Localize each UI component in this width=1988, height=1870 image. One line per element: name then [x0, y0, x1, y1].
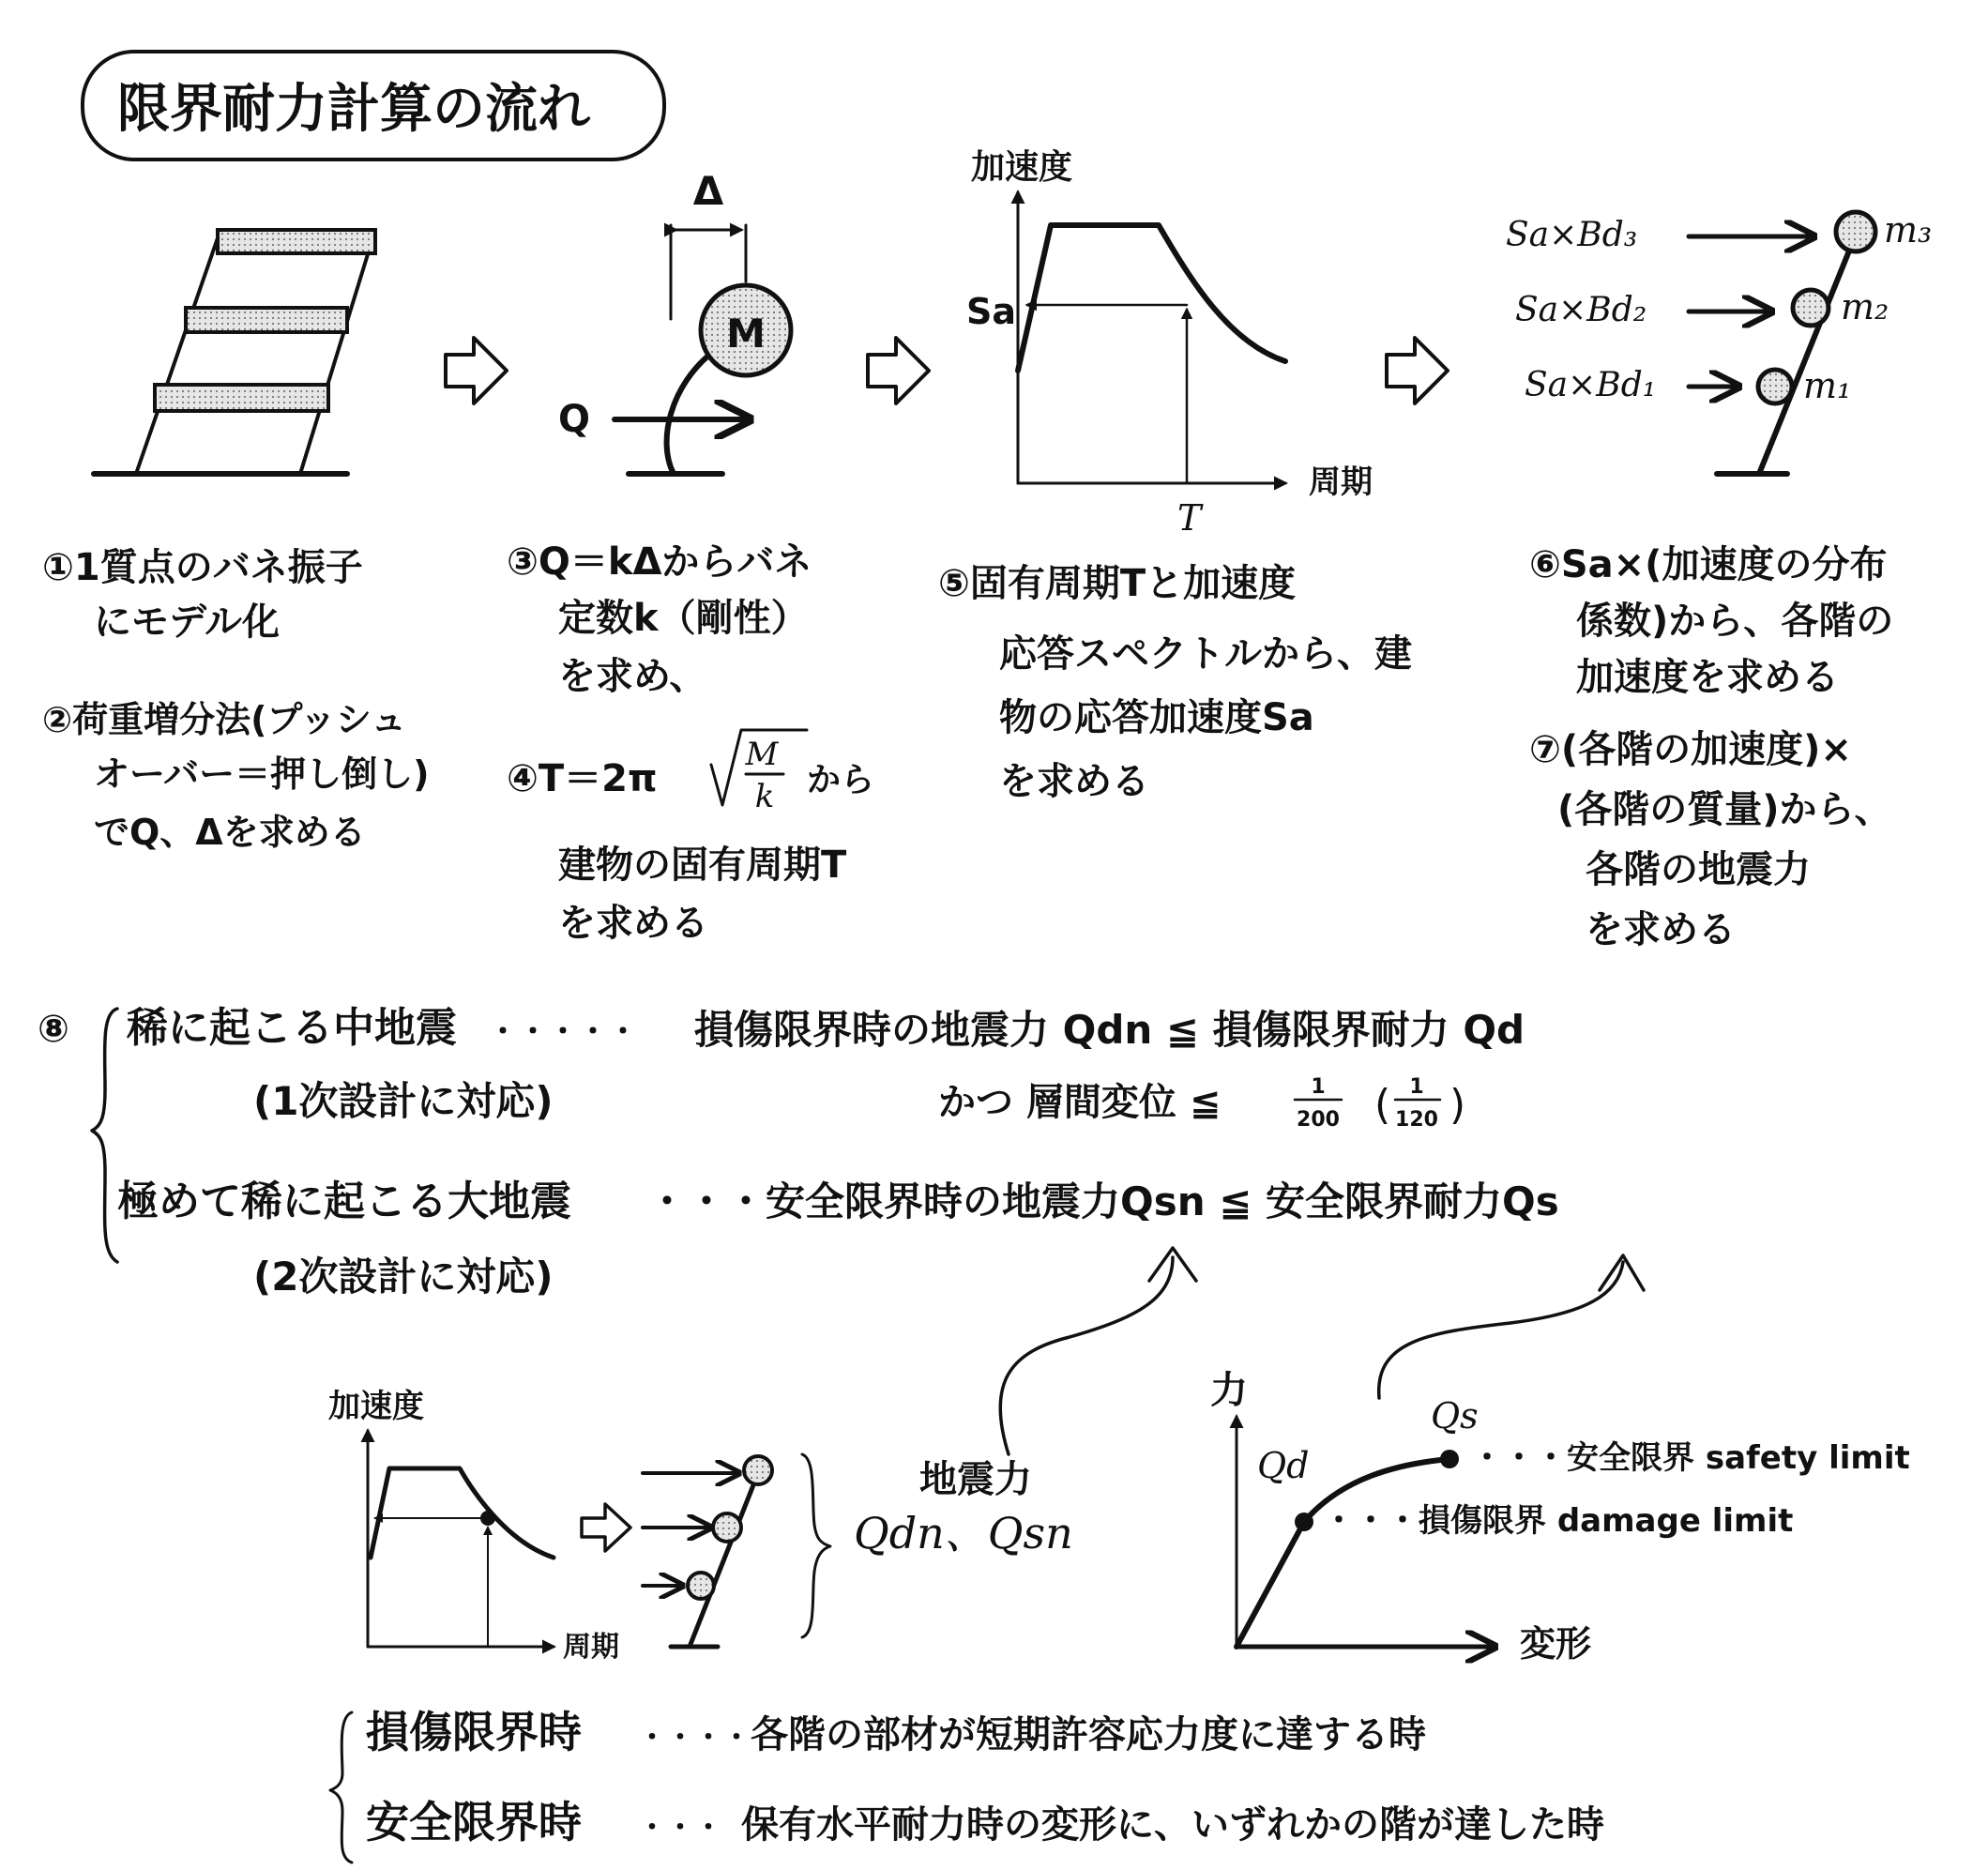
mass-m3-label: m₃: [1884, 209, 1933, 251]
step-8-row1-sub: (1次設計に対応): [253, 1078, 554, 1124]
seismic-force-values: Qdn、Qsn: [854, 1508, 1073, 1558]
mass-node-2: [1793, 290, 1829, 326]
step-4-frac-num: M: [745, 736, 779, 773]
spectrum-curve: [1018, 225, 1285, 371]
load-label-3: Sa×Bd₃: [1506, 216, 1638, 254]
mass-m1-label: m₁: [1803, 365, 1852, 406]
step-5: [938, 562, 1412, 803]
step-5-line-2: 応答スペクトルから、建: [999, 632, 1412, 676]
step-8-row2-left: 極めて稀に起こる大地震: [117, 1178, 571, 1225]
deform-xlabel: 変形: [1520, 1623, 1592, 1665]
process-arrow: [1387, 338, 1448, 403]
step-3-line-1: ③Q＝kΔからバネ: [507, 540, 812, 584]
force-deformation-graph: [1210, 1255, 1910, 1665]
sa-label: Sa: [966, 291, 1017, 332]
step-8-row1-right: 損傷限界時の地震力 Qdn ≦ 損傷限界耐力 Qd: [694, 1007, 1525, 1053]
force-ylabel: 力: [1210, 1369, 1248, 1412]
process-arrow: [868, 338, 929, 403]
paren-open: (: [1374, 1081, 1391, 1129]
load-label-1: Sa×Bd₁: [1525, 366, 1657, 404]
qd-label: Qd: [1257, 1445, 1310, 1486]
drift-limit-2-den: 120: [1395, 1108, 1438, 1132]
step-3-line-3: を求め、: [558, 655, 707, 698]
spring-mass-figure: [558, 168, 791, 474]
safety-limit-point: [1440, 1450, 1459, 1468]
drift-limit-1-den: 200: [1297, 1108, 1340, 1132]
building-figure: [94, 230, 375, 474]
page-title: 限界耐力計算の流れ: [117, 79, 590, 140]
step-5-line-1: ⑤固有周期Tと加速度: [938, 562, 1297, 605]
step-8-number: ⑧: [38, 1008, 69, 1051]
step-4-frac-den: k: [754, 778, 775, 815]
step-8-row1-dots: ・・・・・: [488, 1013, 639, 1049]
step-6-line-2: 係数)から、各階の: [1576, 600, 1894, 643]
step-6-line-1: ⑥Sa×(加速度の分布: [1529, 543, 1888, 586]
bottom-spectrum-xlabel: 周期: [563, 1631, 619, 1664]
bottom-spectrum-chart: [328, 1388, 619, 1664]
mass-node-3: [1836, 212, 1875, 251]
drift-limit-1-num: 1: [1311, 1075, 1326, 1099]
seismic-force-label: [854, 1248, 1196, 1558]
multi-mass-figure: [1506, 209, 1932, 474]
step-7-line-4: を求める: [1586, 908, 1736, 951]
step-4-suffix: から: [807, 761, 875, 799]
step-2-line-1: ②荷重増分法(プッシュ: [42, 699, 407, 740]
definitions: [330, 1707, 1604, 1862]
damage-limit-label: ・・・損傷限界 damage limit: [1323, 1502, 1794, 1540]
step-8-row2-sub: (2次設計に対応): [253, 1254, 554, 1300]
drift-limit-2-num: 1: [1409, 1075, 1424, 1099]
step-7-line-3: 各階の地震力: [1586, 848, 1811, 891]
definition-2-term: 安全限界時: [366, 1797, 582, 1847]
step-1-line-1: ①1質点のバネ振子: [42, 546, 363, 589]
step-3-line-2: 定数k（剛性）: [558, 597, 809, 640]
qs-label: Qs: [1431, 1395, 1479, 1437]
mass-m2-label: m₂: [1841, 286, 1889, 327]
step-8-brace: [92, 1009, 117, 1262]
step-7-line-1: ⑦(各階の加速度)×: [1529, 728, 1852, 771]
definition-1-term: 損傷限界時: [366, 1707, 582, 1757]
step-4: [507, 730, 874, 945]
bottom-multi-mass: [643, 1454, 830, 1647]
force-q-label: Q: [558, 398, 591, 441]
step-4-line-2: を求める: [558, 902, 708, 945]
step-2: [42, 699, 429, 853]
definition-1-dots: ・・・・: [638, 1722, 751, 1755]
capacity-curve: [1237, 1459, 1449, 1647]
step-1: [42, 546, 363, 644]
definition-2-text: 保有水平耐力時の変形に、いずれかの階が達した時: [741, 1803, 1604, 1847]
step-6-line-3: 加速度を求める: [1576, 656, 1839, 699]
step-7-line-2: (各階の質量)から、: [1557, 788, 1892, 831]
process-arrow: [446, 338, 507, 403]
spectrum-ylabel: 加速度: [971, 148, 1073, 187]
mass-label: M: [726, 311, 766, 357]
title-box: [83, 52, 664, 160]
definition-2-dots: ・・・: [638, 1812, 722, 1845]
mass-node-1: [1758, 370, 1792, 403]
bottom-spectrum-ylabel: 加速度: [328, 1388, 424, 1425]
step-5-line-4: を求める: [999, 760, 1149, 803]
damage-limit-point: [1295, 1513, 1313, 1531]
step-7: [1529, 728, 1892, 951]
safety-limit-label: ・・・安全限界 safety limit: [1471, 1439, 1910, 1477]
delta-label: Δ: [692, 168, 724, 214]
step-8-row1-left: 稀に起こる中地震: [127, 1004, 457, 1052]
spectrum-xlabel: 周期: [1309, 464, 1373, 501]
period-t-label: T: [1177, 497, 1202, 539]
step-6: [1529, 543, 1893, 699]
step-8-row2-right: ・・・安全限界時の地震力Qsn ≦ 安全限界耐力Qs: [647, 1178, 1559, 1224]
step-5-line-3: 物の応答加速度Sa: [999, 696, 1314, 739]
step-1-line-2: にモデル化: [94, 601, 280, 644]
step-8: [38, 1004, 1559, 1300]
definition-1-text: 各階の部材が短期許容応力度に達する時: [751, 1713, 1426, 1756]
step-2-line-3: でQ、Δを求める: [94, 812, 366, 853]
process-arrow: [582, 1504, 630, 1551]
spectrum-chart: [966, 147, 1373, 539]
seismic-force-title: 地震力: [919, 1458, 1032, 1501]
load-label-2: Sa×Bd₂: [1515, 291, 1647, 329]
step-4-formula-prefix: ④T＝2π: [507, 757, 658, 800]
step-4-line-1: 建物の固有周期T: [558, 844, 847, 887]
step-8-row1-and: かつ 層間変位 ≦: [938, 1081, 1222, 1124]
step-3: [507, 540, 812, 698]
step-2-line-2: オーバー＝押し倒し): [94, 753, 430, 795]
paren-close: ): [1449, 1081, 1466, 1129]
